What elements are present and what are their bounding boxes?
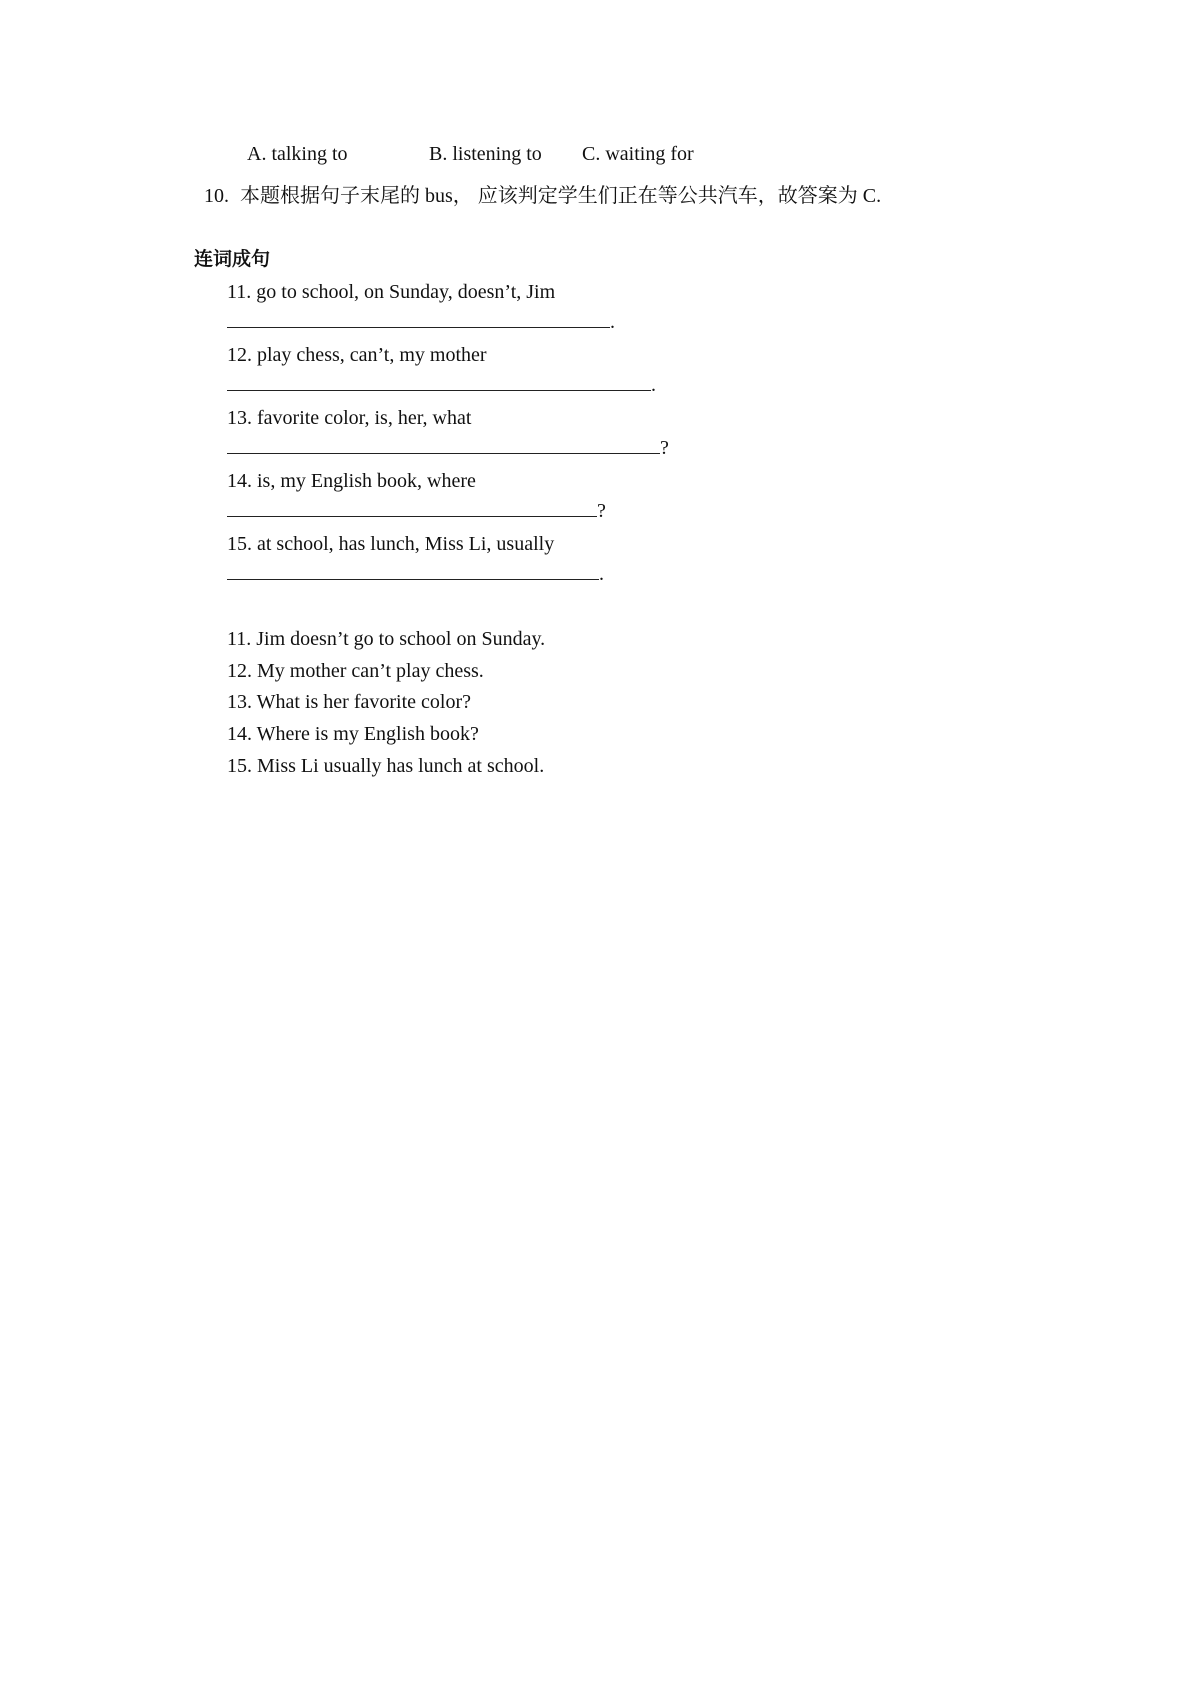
answer-blank-line	[227, 436, 669, 460]
question-prompt: 12. play chess, can’t, my mother	[227, 344, 487, 366]
option-b: B. listening to	[429, 143, 542, 165]
question-prompt: 13. favorite color, is, her, what	[227, 407, 472, 429]
answer-blank-line	[227, 499, 606, 523]
q10-number: 10.	[204, 185, 229, 207]
blank-end-punct: .	[599, 563, 604, 585]
option-c: C. waiting for	[582, 143, 694, 165]
answer-blank-line	[227, 310, 615, 334]
q9-options	[247, 142, 694, 166]
blank-line	[227, 562, 599, 580]
q10-explanation	[204, 184, 881, 208]
answer-line: 15. Miss Li usually has lunch at school.	[227, 755, 545, 777]
question-prompt: 11. go to school, on Sunday, doesn’t, Jim	[227, 281, 556, 303]
q10-text: 本题根据句子末尾的 bus， 应该判定学生们正在等公共汽车，故答案为 C.	[240, 185, 882, 207]
answer-line: 13. What is her favorite color?	[227, 691, 471, 713]
blank-end-punct: ?	[660, 437, 669, 459]
blank-line	[227, 310, 610, 328]
blank-end-punct: .	[610, 311, 615, 333]
answer-blank-line	[227, 562, 604, 586]
answer-line: 11. Jim doesn’t go to school on Sunday.	[227, 628, 546, 650]
section-title: 连词成句	[194, 248, 271, 270]
blank-end-punct: .	[651, 374, 656, 396]
blank-line	[227, 499, 597, 517]
blank-line	[227, 373, 651, 391]
blank-end-punct: ?	[597, 500, 606, 522]
answer-blank-line	[227, 373, 656, 397]
question-prompt: 14. is, my English book, where	[227, 470, 476, 492]
answer-line: 12. My mother can’t play chess.	[227, 660, 484, 682]
question-prompt: 15. at school, has lunch, Miss Li, usually	[227, 533, 555, 555]
answer-line: 14. Where is my English book?	[227, 723, 479, 745]
option-a: A. talking to	[247, 143, 348, 165]
blank-line	[227, 436, 660, 454]
